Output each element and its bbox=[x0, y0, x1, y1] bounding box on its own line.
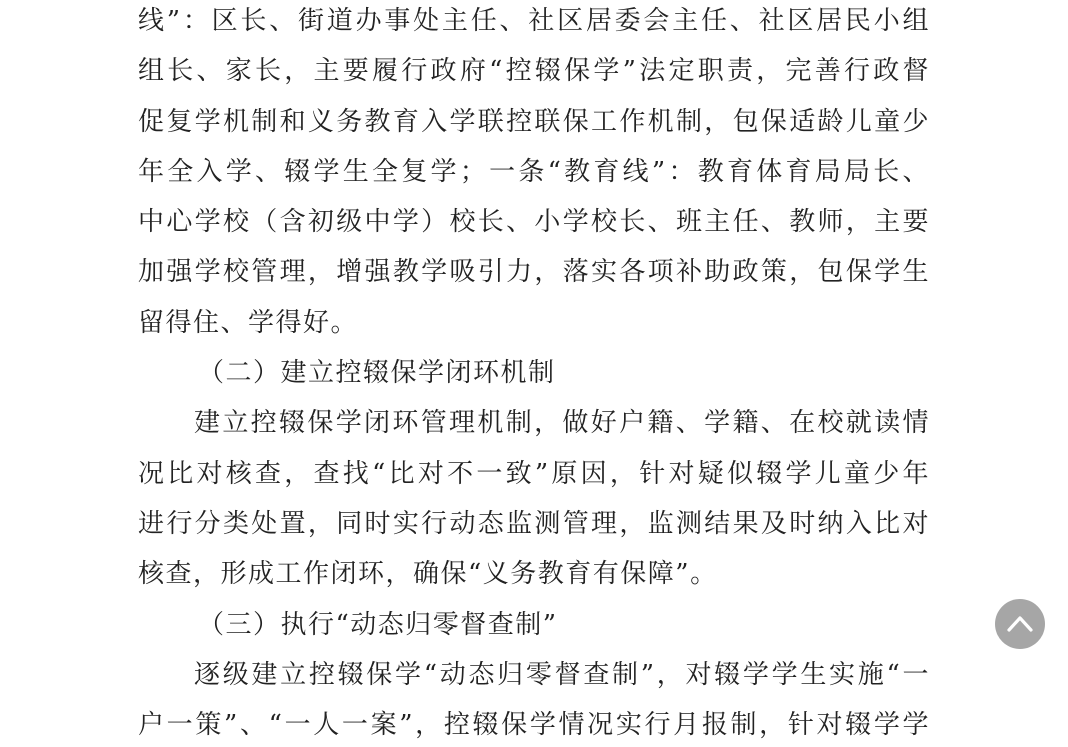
text-line: 组长、家长，主要履行政府“控辍保学”法定职责，完善行政督 bbox=[138, 56, 930, 87]
paragraph-line: 建立控辍保学闭环管理机制，做好户籍、学籍、在校就读情 bbox=[194, 408, 930, 439]
paragraph-line: 户一策”、“一人一案”，控辍保学情况实行月报制，针对辍学学 bbox=[138, 710, 930, 741]
chevron-up-icon bbox=[1006, 610, 1034, 638]
text-line: 加强学校管理，增强教学吸引力，落实各项补助政策，包保学生 bbox=[138, 257, 930, 288]
back-to-top-button[interactable] bbox=[995, 599, 1045, 649]
text-line: 年全入学、辍学生全复学；一条“教育线”：教育体育局局长、 bbox=[138, 156, 930, 187]
text-line: 促复学机制和义务教育入学联控联保工作机制，包保适龄儿童少 bbox=[138, 106, 930, 137]
paragraph-line: 进行分类处置，同时实行动态监测管理，监测结果及时纳入比对 bbox=[138, 508, 930, 539]
text-line: 线”：区长、街道办事处主任、社区居委会主任、社区居民小组 bbox=[138, 6, 930, 36]
text-line: 留得住、学得好。 bbox=[138, 307, 359, 338]
text-line: 中心学校（含初级中学）校长、小学校长、班主任、教师，主要 bbox=[138, 207, 930, 238]
paragraph-line: 况比对核查，查找“比对不一致”原因，针对疑似辍学儿童少年 bbox=[138, 458, 930, 489]
paragraph-line: 逐级建立控辍保学“动态归零督查制”，对辍学学生实施“一 bbox=[194, 659, 930, 690]
paragraph-line: 核查，形成工作闭环，确保“义务教育有保障”。 bbox=[138, 559, 718, 590]
document-body bbox=[138, 0, 930, 747]
section-heading: （二）建立控辍保学闭环机制 bbox=[198, 358, 556, 389]
section-heading: （三）执行“动态归零督查制” bbox=[198, 609, 558, 640]
